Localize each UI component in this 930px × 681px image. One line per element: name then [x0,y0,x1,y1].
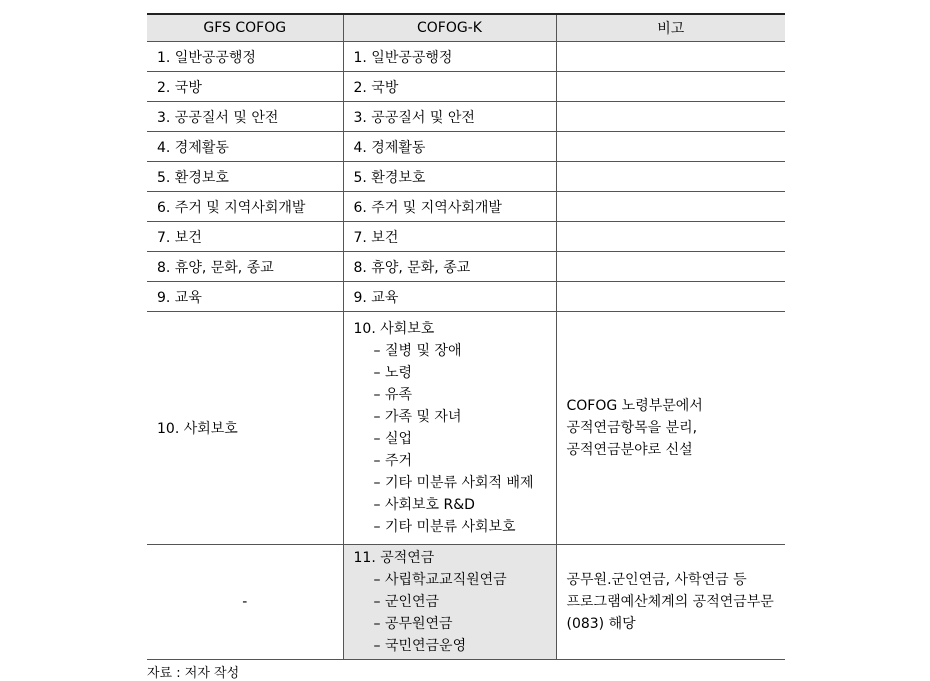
list-item: – 가족 및 자녀 [374,406,546,428]
gfs-cell: 2. 국방 [147,72,343,102]
remark-line: COFOG 노령부문에서 [566,398,703,414]
cofog-k-social-protection [343,312,556,545]
gfs-cell: 8. 휴양, 문화, 종교 [147,252,343,282]
public-pension-row [147,545,785,660]
remark-cell [556,132,785,162]
table-row [147,192,785,222]
public-pension-remark [556,545,785,660]
header-remark: 비고 [556,14,785,42]
cofog-k-cell: 7. 보건 [343,222,556,252]
social-protection-row [147,312,785,545]
social-protection-sublist [354,340,546,538]
header-cofog-k: COFOG-K [343,14,556,42]
remark-line: 프로그램예산체계의 공적연금부문 [566,594,774,610]
list-item: – 질병 및 장애 [374,340,546,362]
table-row [147,282,785,312]
gfs-cell: 7. 보건 [147,222,343,252]
remark-line: 공무원.군인연금, 사학연금 등 [566,572,747,588]
remark-cell [556,42,785,72]
remark-line: (083) 해당 [566,616,636,632]
table-row [147,222,785,252]
public-pension-sublist [354,569,546,657]
remark-cell [556,162,785,192]
social-protection-remark [556,312,785,545]
gfs-cell: 1. 일반공공행정 [147,42,343,72]
cofog-k-cell: 1. 일반공공행정 [343,42,556,72]
cofog-k-cell: 3. 공공질서 및 안전 [343,102,556,132]
cofog-comparison-table [147,13,785,660]
public-pension-title: 11. 공적연금 [353,550,435,566]
gfs-cell: 4. 경제활동 [147,132,343,162]
gfs-cell: 9. 교육 [147,282,343,312]
table-row [147,252,785,282]
cofog-k-cell: 9. 교육 [343,282,556,312]
cofog-k-cell: 6. 주거 및 지역사회개발 [343,192,556,222]
list-item: – 사회보호 R&D [374,494,546,516]
list-item: – 공무원연금 [374,613,546,635]
remark-cell [556,252,785,282]
gfs-social-protection: 10. 사회보호 [147,312,343,545]
source-note: 자료 : 저자 작성 [147,666,240,681]
cofog-k-cell: 5. 환경보호 [343,162,556,192]
remark-cell [556,222,785,252]
table-row [147,102,785,132]
cofog-k-cell: 2. 국방 [343,72,556,102]
gfs-cell: 6. 주거 및 지역사회개발 [147,192,343,222]
table-row [147,132,785,162]
table-header-row [147,14,785,42]
table-row [147,162,785,192]
gfs-cell: 5. 환경보호 [147,162,343,192]
cofog-k-cell: 8. 휴양, 문화, 종교 [343,252,556,282]
cofog-k-cell: 4. 경제활동 [343,132,556,162]
gfs-public-pension: - [147,545,343,660]
list-item: – 주거 [374,450,546,472]
remark-cell [556,282,785,312]
list-item: – 노령 [374,362,546,384]
remark-line: 공적연금분야로 신설 [566,442,693,458]
list-item: – 사립학교교직원연금 [374,569,546,591]
table-row [147,72,785,102]
list-item: – 기타 미분류 사회보호 [374,516,546,538]
list-item: – 국민연금운영 [374,635,546,657]
list-item: – 군인연금 [374,591,546,613]
list-item: – 유족 [374,384,546,406]
table-row [147,42,785,72]
gfs-cell: 3. 공공질서 및 안전 [147,102,343,132]
remark-cell [556,102,785,132]
social-protection-title: 10. 사회보호 [353,321,435,337]
remark-cell [556,192,785,222]
cofog-k-public-pension [343,545,556,660]
list-item: – 실업 [374,428,546,450]
header-gfs-cofog: GFS COFOG [147,14,343,42]
remark-cell [556,72,785,102]
remark-line: 공적연금항목을 분리, [566,420,698,436]
list-item: – 기타 미분류 사회적 배제 [374,472,546,494]
